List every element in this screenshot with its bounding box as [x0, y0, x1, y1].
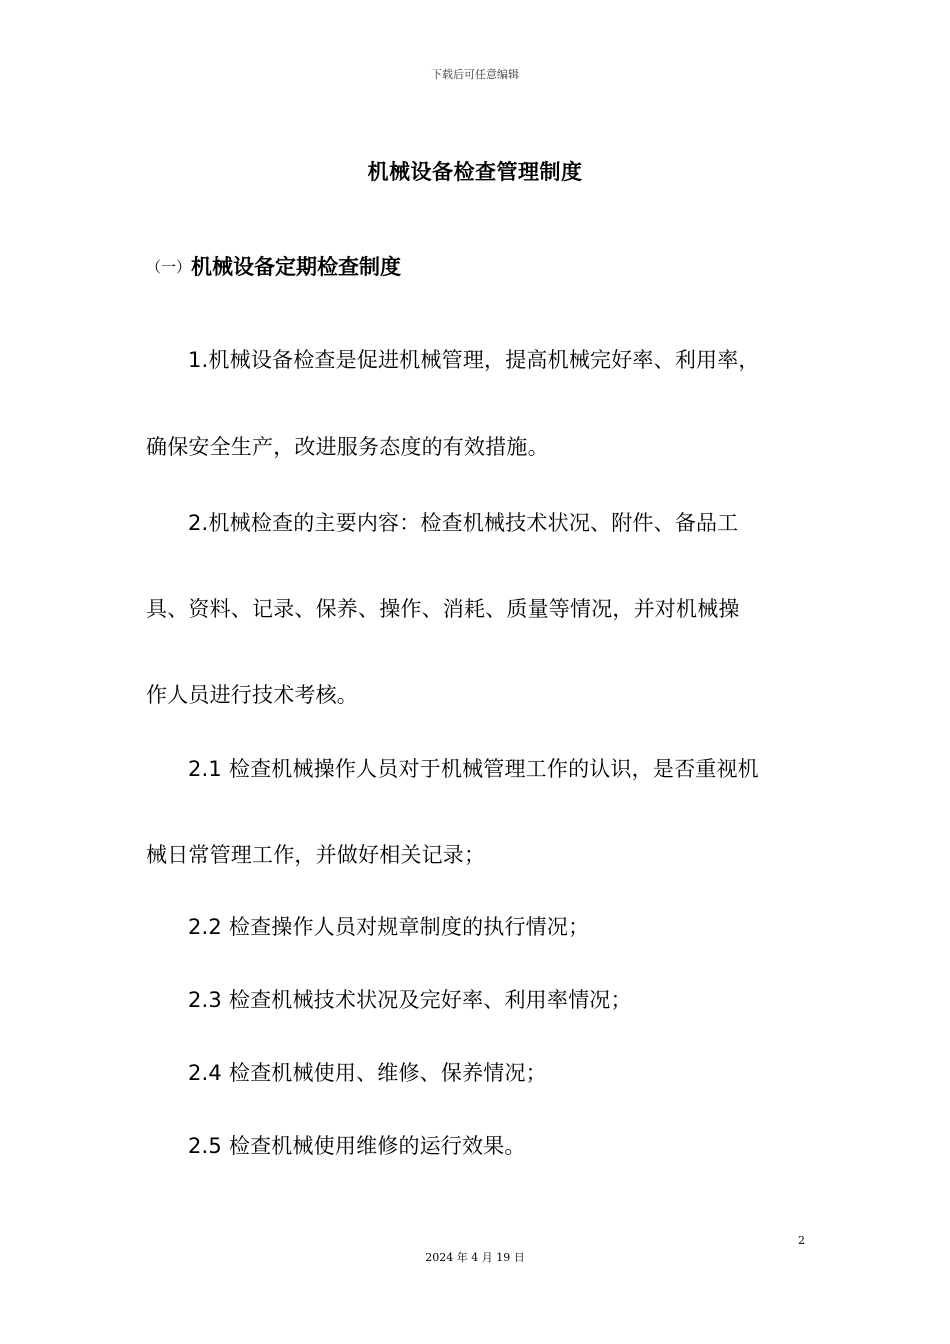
paragraph-line: 2.1 检查机械操作人员对于机械管理工作的认识，是否重视机 [188, 757, 759, 781]
footer-date: 2024 年 4 月 19 日 [425, 1251, 525, 1264]
document-title: 机械设备检查管理制度 [367, 160, 583, 184]
paragraph-line: 具、资料、记录、保养、操作、消耗、质量等情况，并对机械操 [146, 597, 740, 621]
page-number: 2 [798, 1234, 805, 1247]
paragraph-line: 2.3 检查机械技术状况及完好率、利用率情况； [188, 988, 632, 1012]
paragraph-line: 械日常管理工作，并做好相关记录； [146, 843, 486, 867]
paragraph-line: 2.2 检查操作人员对规章制度的执行情况； [188, 915, 590, 939]
section-heading [146, 251, 401, 281]
paragraph-line: 确保安全生产，改进服务态度的有效措施。 [146, 435, 549, 459]
paragraph-line: 2.机械检查的主要内容：检查机械技术状况、附件、备品工 [188, 511, 739, 535]
section-heading-text: 机械设备定期检查制度 [191, 255, 402, 279]
paragraph-line: 2.4 检查机械使用、维修、保养情况； [188, 1061, 547, 1085]
paragraph-line: 作人员进行技术考核。 [146, 683, 358, 707]
paragraph-line: 2.5 检查机械使用维修的运行效果。 [188, 1134, 526, 1158]
page-header-note: 下载后可任意编辑 [431, 68, 519, 81]
section-number: （一） [146, 258, 192, 276]
paragraph-line: 1.机械设备检查是促进机械管理，提高机械完好率、利用率， [188, 348, 760, 372]
